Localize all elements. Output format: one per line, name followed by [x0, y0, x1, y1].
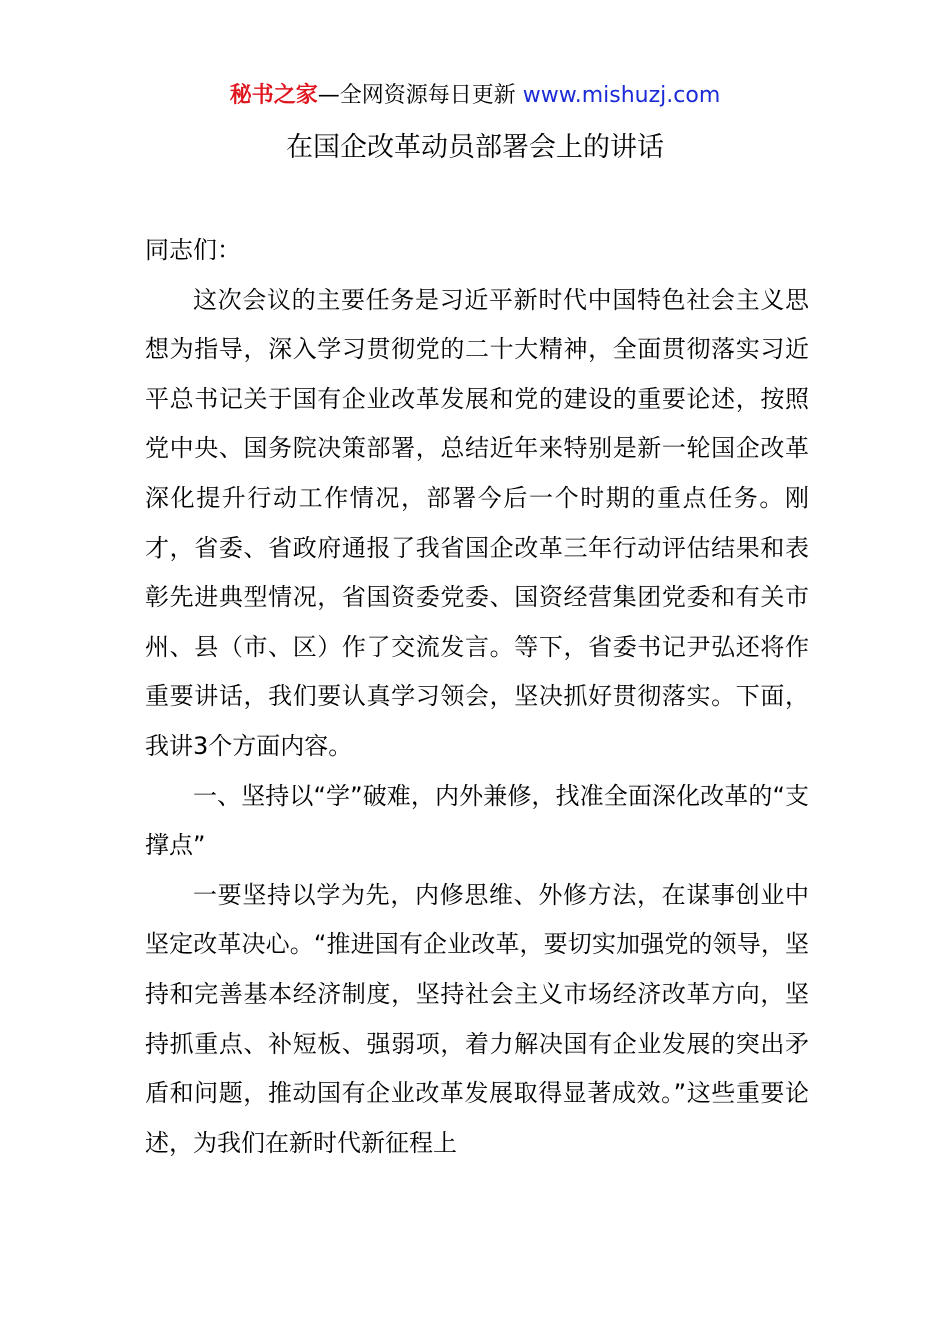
- paragraph-intro: 这次会议的主要任务是习近平新时代中国特色社会主义思想为指导，深入学习贯彻党的二十大精神，全面贯彻落实习近平总书记关于国有企业改革发展和党的建设的重要论述，按照党中央、国务院决策部署，总结近年来特别是新一轮国企改革深化提升行动工作情况，部署今后一个时期的重点任务。刚才，省委、省政府通报了我省国企改革三年行动评估结果和表彰先进典型情况，省国资委党委、国资经营集团党委和有关市州、县（市、区）作了交流发言。等下，省委书记尹弘还将作重要讲话，我们要认真学习领会，坚决抓好贯彻落实。下面，我讲3个方面内容。: [145, 285, 809, 760]
- site-url-link[interactable]: www.mishuzj.com: [522, 83, 721, 108]
- site-header: [0, 80, 950, 112]
- document-body: [145, 226, 809, 1168]
- site-tagline: —全网资源每日更新: [317, 83, 516, 108]
- salutation: 同志们：: [145, 236, 241, 264]
- section-heading-1: 一、坚持以“学”破难，内外兼修，找准全面深化改革的“支撑点”: [145, 781, 809, 860]
- document-title: 在国企改革动员部署会上的讲话: [286, 132, 664, 163]
- paragraph-section-1: 一要坚持以学为先，内修思维、外修方法，在谋事创业中坚定改革决心。“推进国有企业改革，要切实加强党的领导，坚持和完善基本经济制度，坚持社会主义市场经济改革方向，坚持抓重点、补短板、强弱项，着力解决国有企业发展的突出矛盾和问题，推动国有企业改革发展取得显著成效。”这些重要论述，为我们在新时代新征程上: [145, 880, 809, 1157]
- site-brand: 秘书之家: [229, 83, 318, 108]
